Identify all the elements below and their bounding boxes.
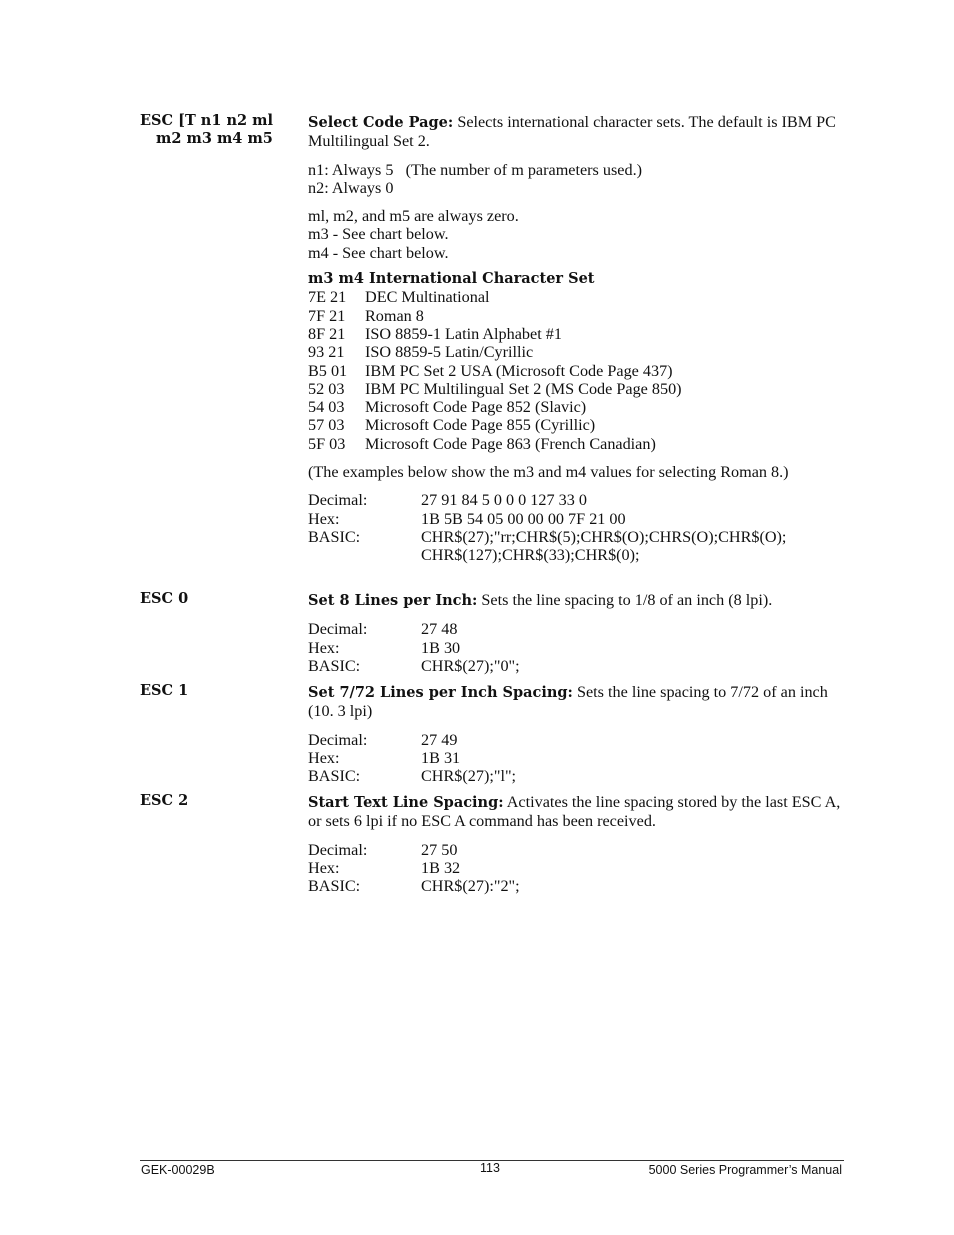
- decimal-row: [308, 491, 848, 509]
- charset-heading: m3 m4 International Character Set: [308, 270, 595, 288]
- description-esc-2: [308, 793, 848, 895]
- hex-value: 1B 31: [421, 748, 461, 767]
- charset-code: 57 03: [308, 416, 345, 435]
- decimal-label: Decimal:: [308, 730, 368, 749]
- charset-code: 7F 21: [308, 306, 346, 325]
- decimal-label: Decimal:: [308, 620, 368, 639]
- code-values: [308, 491, 848, 564]
- command-label: ESC 0: [140, 590, 189, 607]
- charset-name: Microsoft Code Page 852 (Slavic): [365, 398, 587, 417]
- basic-row: [308, 767, 848, 785]
- example-note: (The examples below show the m3 and m4 values for selecting Roman 8.): [308, 463, 789, 482]
- charset-row: [308, 288, 848, 306]
- command-label: ESC 1: [140, 682, 189, 699]
- description-paragraph: [308, 591, 848, 610]
- description-esc-0: [308, 591, 848, 675]
- hex-label: Hex:: [308, 748, 340, 767]
- basic-label: BASIC:: [308, 767, 361, 786]
- charset-name: Microsoft Code Page 863 (French Canadian): [365, 434, 656, 453]
- charset-code: 54 03: [308, 398, 345, 417]
- basic-value: CHR$(27);"rr;CHR$(5);CHR$(O);CHRS(O);CHR$(O);: [421, 527, 787, 546]
- description-paragraph: [308, 793, 848, 831]
- description-title: Set 8 Lines per Inch:: [308, 592, 478, 609]
- charset-name: Roman 8: [365, 306, 424, 325]
- decimal-value: 27 50: [421, 840, 458, 859]
- charset-row: [308, 343, 848, 361]
- charset-name: IBM PC Multilingual Set 2 (MS Code Page 850): [365, 379, 682, 398]
- command-label: ESC 2: [140, 792, 189, 809]
- hex-label: Hex:: [308, 509, 340, 528]
- basic-value: CHR$(27);"l";: [421, 767, 517, 786]
- hex-label: Hex:: [308, 858, 340, 877]
- charset-code: 52 03: [308, 379, 345, 398]
- basic-label: BASIC:: [308, 877, 361, 896]
- decimal-row: [308, 731, 848, 749]
- hex-row: [308, 510, 848, 528]
- charset-row: [308, 435, 848, 453]
- charset-code: B5 01: [308, 361, 348, 380]
- hex-value: 1B 30: [421, 638, 461, 657]
- hex-value: 1B 32: [421, 858, 461, 877]
- decimal-label: Decimal:: [308, 840, 368, 859]
- charset-name: IBM PC Set 2 USA (Microsoft Code Page 437): [365, 361, 673, 380]
- basic-row: [308, 528, 848, 546]
- charset-row: [308, 380, 848, 398]
- charset-row: [308, 307, 848, 325]
- note-line: ml, m2, and m5 are always zero.: [308, 207, 519, 226]
- charset-code: 7E 21: [308, 288, 347, 307]
- decimal-value: 27 91 84 5 0 0 0 127 33 0: [421, 491, 587, 510]
- footer-manual-title: 5000 Series Programmer’s Manual: [648, 1163, 842, 1177]
- basic-value: CHR$(27):"2";: [421, 877, 520, 896]
- code-values: [308, 731, 848, 786]
- charset-code: 8F 21: [308, 324, 346, 343]
- hex-label: Hex:: [308, 638, 340, 657]
- note-line: m3 - See chart below.: [308, 225, 449, 244]
- description-title: Start Text Line Spacing:: [308, 794, 504, 811]
- charset-row: [308, 416, 848, 434]
- description-paragraph: [308, 683, 848, 721]
- description-text: Selects international character sets. The default is IBM PC Multilingual Set 2.: [308, 113, 836, 151]
- description-text: Activates the line spacing stored by the last ESC A, or sets 6 lpi if no ESC A command has been received.: [308, 793, 841, 831]
- description-title: Select Code Page:: [308, 114, 454, 131]
- description-text: Sets the line spacing to 7/72 of an inch (10. 3 lpi): [308, 683, 828, 721]
- hex-row: [308, 859, 848, 877]
- footer-document-id: GEK-00029B: [141, 1163, 215, 1177]
- basic-label: BASIC:: [308, 527, 361, 546]
- charset-row: [308, 362, 848, 380]
- code-values: [308, 841, 848, 896]
- description-esc-t: [308, 113, 848, 565]
- description-text: Sets the line spacing to 1/8 of an inch (8 lpi).: [477, 591, 773, 609]
- command-line-2: m2 m3 m4 m5: [156, 130, 273, 148]
- decimal-row: [308, 841, 848, 859]
- charset-code: 5F 03: [308, 434, 346, 453]
- decimal-label: Decimal:: [308, 491, 368, 510]
- charset-name: ISO 8859-1 Latin Alphabet #1: [365, 324, 562, 343]
- command-line-1: ESC [T n1 n2 ml: [140, 112, 274, 129]
- param-n1: n1: Always 5 (The number of m parameters used.): [308, 160, 643, 179]
- basic-value-continued: CHR$(127);CHR$(33);CHR$(0);: [421, 546, 640, 565]
- basic-row: [308, 657, 848, 675]
- command-esc-t: [140, 112, 280, 149]
- decimal-value: 27 48: [421, 620, 458, 639]
- charset-name: ISO 8859-5 Latin/Cyrillic: [365, 343, 534, 362]
- hex-row: [308, 639, 848, 657]
- description-paragraph: [308, 113, 848, 151]
- decimal-value: 27 49: [421, 730, 458, 749]
- command-esc-0: [140, 590, 280, 608]
- charset-code: 93 21: [308, 343, 345, 362]
- charset-name: Microsoft Code Page 855 (Cyrillic): [365, 416, 596, 435]
- command-esc-2: [140, 792, 280, 810]
- basic-value: CHR$(27);"0";: [421, 656, 520, 675]
- basic-label: BASIC:: [308, 656, 361, 675]
- footer-page-number: 113: [480, 1161, 500, 1175]
- code-values: [308, 620, 848, 675]
- hex-row: [308, 749, 848, 767]
- charset-row: [308, 325, 848, 343]
- note-line: m4 - See chart below.: [308, 243, 449, 262]
- hex-value: 1B 5B 54 05 00 00 00 7F 21 00: [421, 509, 626, 528]
- basic-row-continued: [308, 546, 848, 564]
- description-esc-1: [308, 683, 848, 785]
- charset-name: DEC Multinational: [365, 288, 490, 307]
- param-n2: n2: Always 0: [308, 178, 394, 197]
- command-esc-1: [140, 682, 280, 700]
- basic-row: [308, 877, 848, 895]
- description-title: Set 7/72 Lines per Inch Spacing:: [308, 684, 573, 701]
- decimal-row: [308, 620, 848, 638]
- charset-row: [308, 398, 848, 416]
